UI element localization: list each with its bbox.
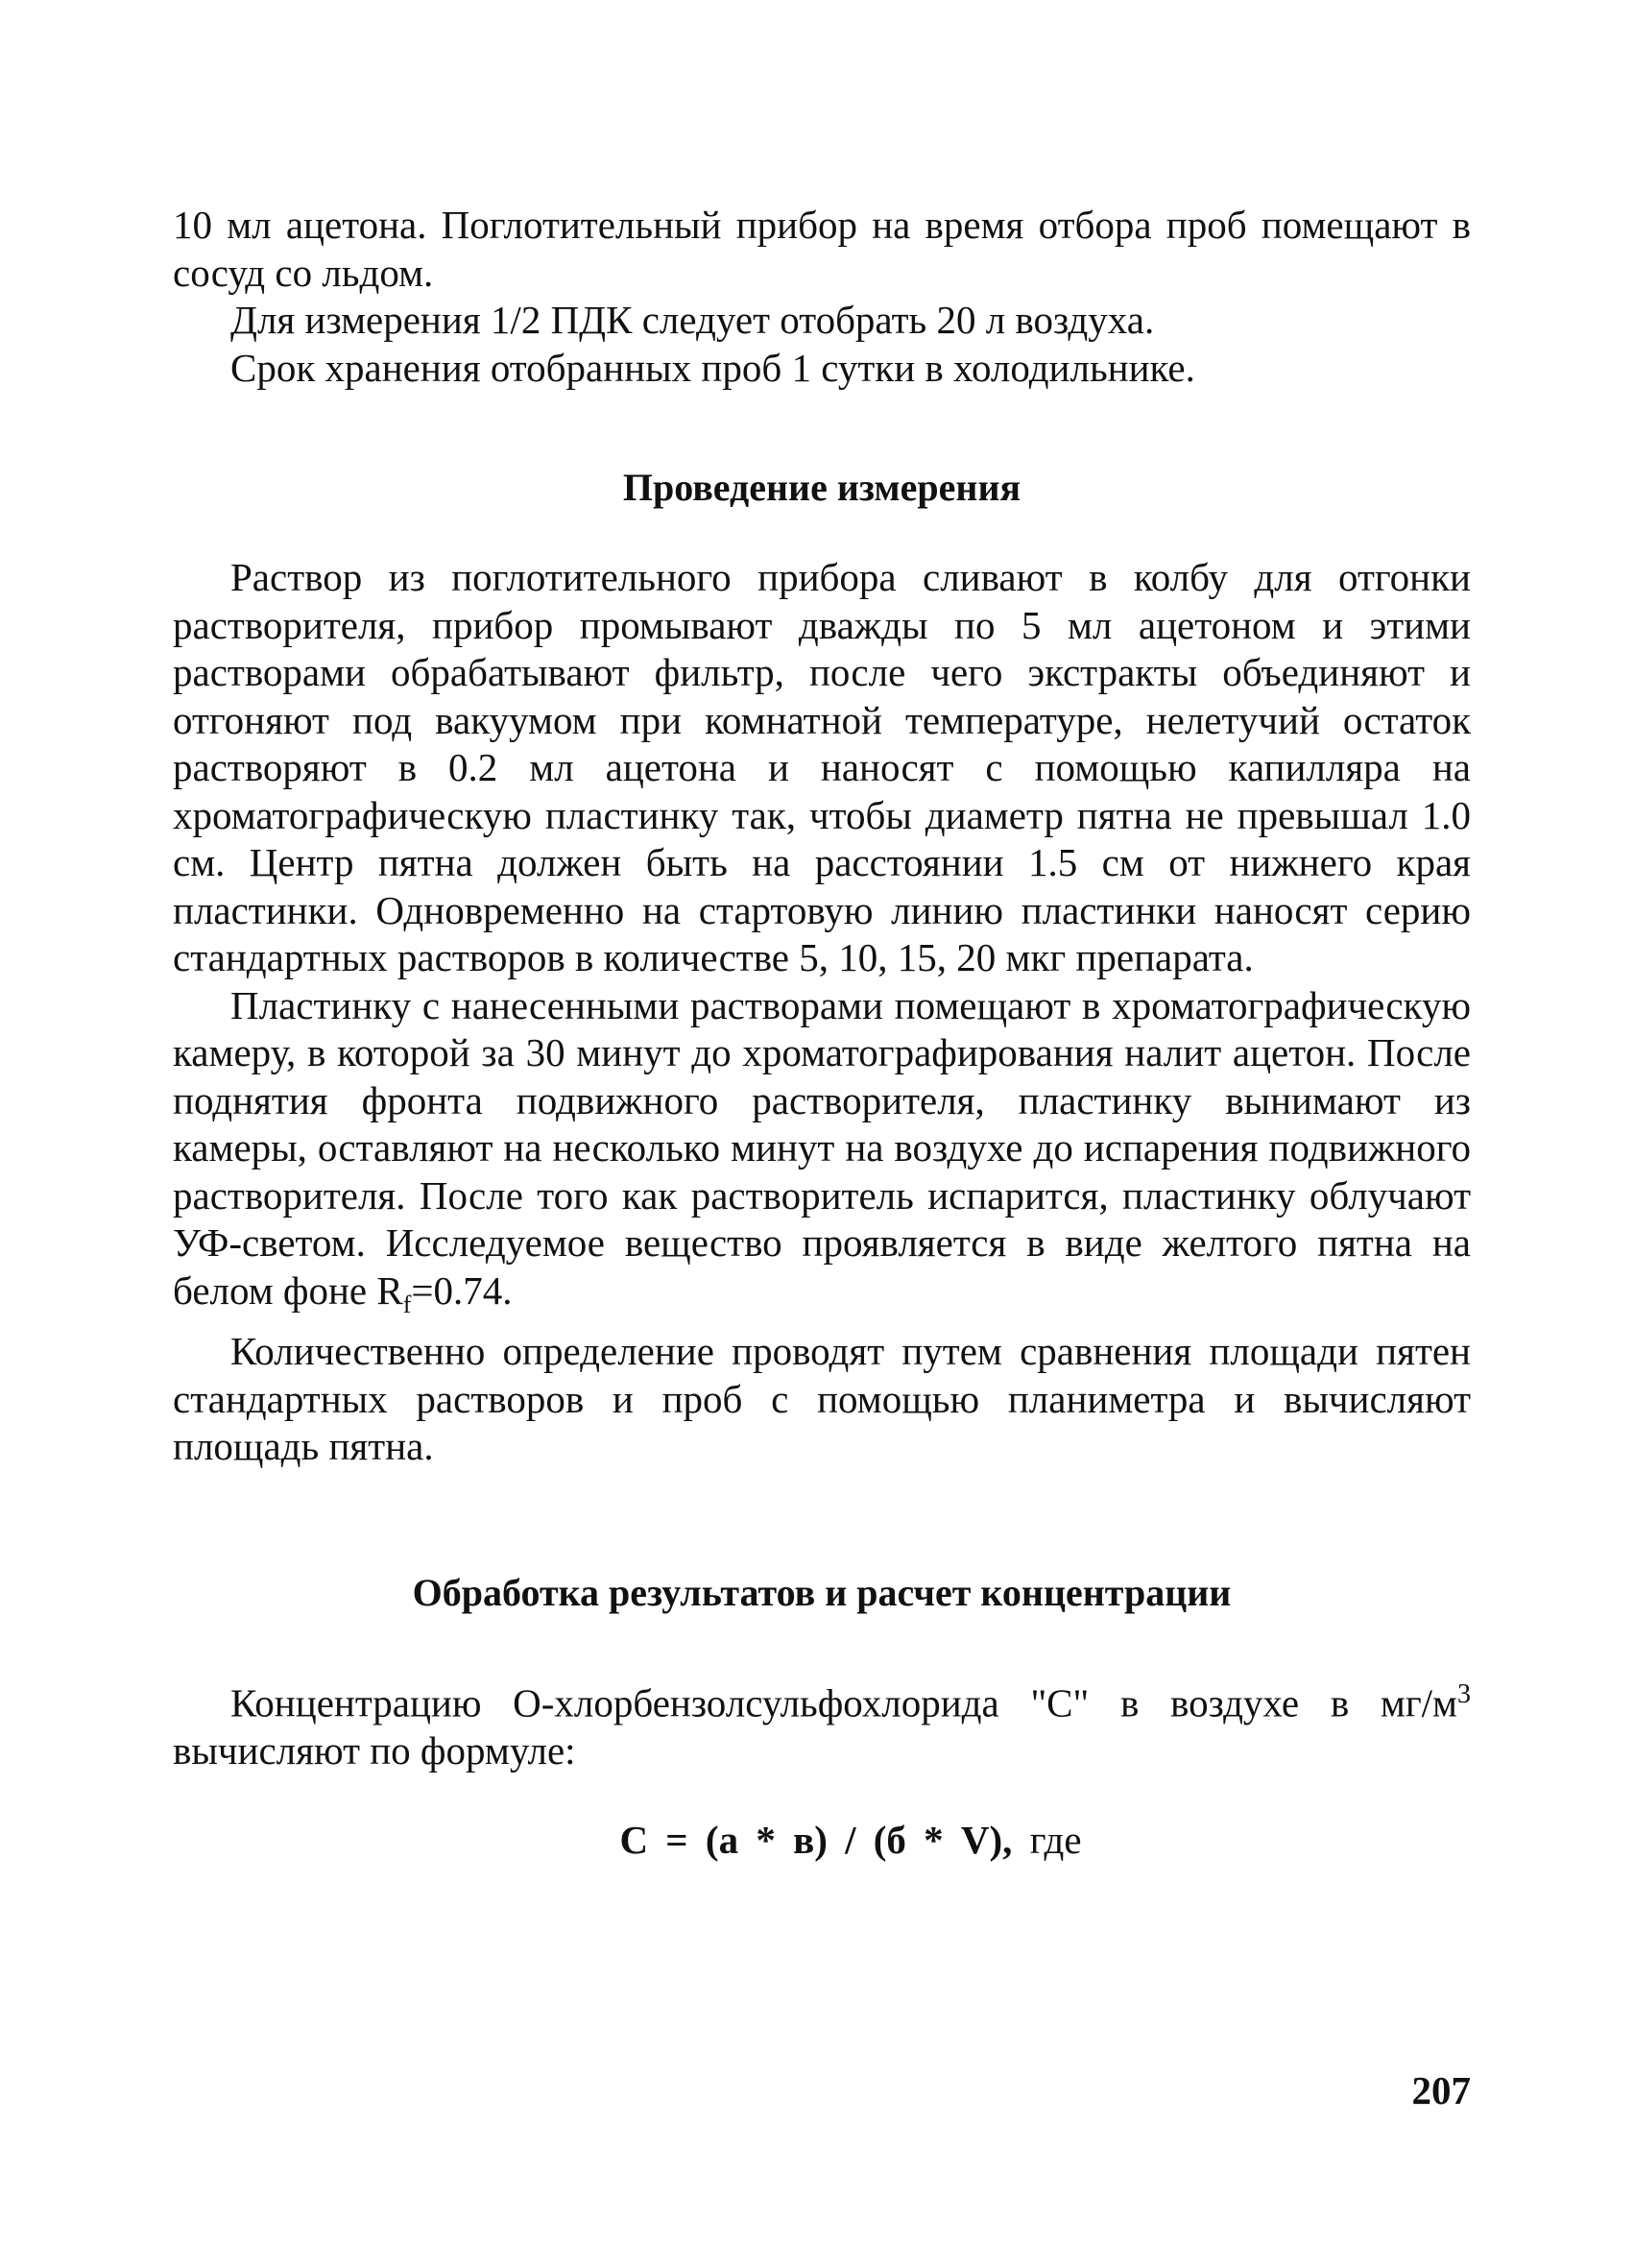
concentration-formula bbox=[173, 1817, 1471, 1863]
document-page bbox=[173, 202, 1471, 1863]
formula-suffix: где bbox=[1029, 1818, 1082, 1863]
section-heading-measurement: Проведение измерения bbox=[622, 466, 1021, 509]
rf-number: =0.74. bbox=[411, 1267, 513, 1313]
results-paragraph-end: вычисляют по формуле: bbox=[173, 1727, 576, 1773]
intro-paragraph-2: Для измерения 1/2 ПДК следует отобрать 20 л воздуха. bbox=[230, 298, 1155, 342]
formula-expression: С = (а * в) / (б * V), bbox=[619, 1818, 1013, 1863]
rf-symbol: R bbox=[376, 1267, 403, 1313]
intro-paragraph-1: 10 мл ацетона. Поглотительный прибор на время отбора проб помещают в сосуд со льдом. bbox=[173, 203, 1471, 295]
unit-superscript: 3 bbox=[1457, 1678, 1471, 1709]
measurement-paragraph-1: Раствор из поглотительного прибора сливают в колбу для отгонки растворителя, прибор промывают дважды по 5 мл ацетоном и этими растворами обрабатывают фильтр, после чего экстракты объединяют и отгоняют под вакуумом при комнатной температуре, нелетучий остаток растворяют в 0.2 мл ацетона и наносят с помощью капилляра на хроматографическую пластинку так, чтобы диаметр пятна не превышал 1.0 см. Центр пятна должен быть на расстоянии 1.5 см от нижнего края пластинки. Одновременно на стартовую линию пластинки наносят серию стандартных растворов в количестве 5, 10, 15, 20 мкг препарата. bbox=[173, 555, 1471, 979]
rf-subscript: f bbox=[402, 1290, 412, 1318]
results-paragraph bbox=[173, 1671, 1471, 1775]
measurement-paragraph-2-text: Пластинку с нанесенными растворами помещают в хроматографическую камеру, в которой за 30 минут до хроматографирования налит ацетон. После поднятия фронта подвижного растворителя, пластинку вынимают из камеры, оставляют на несколько минут на воздухе до испарения подвижного растворителя. После того как растворитель испарится, пластинку облучают УФ-светом. Исследуемое вещество проявляется в виде желтого пятна на белом фоне bbox=[173, 982, 1471, 1313]
measurement-paragraph-3: Количественно определение проводят путем сравнения площади пятен стандартных растворов и проб с помощью планиметра и вычисляют площадь пятна. bbox=[173, 1329, 1471, 1469]
intro-paragraph-3: Срок хранения отобранных проб 1 сутки в холодильнике. bbox=[230, 345, 1195, 390]
rf-value bbox=[376, 1267, 513, 1318]
page-number: 207 bbox=[1411, 2068, 1471, 2112]
measurement-paragraph-2 bbox=[173, 982, 1471, 1329]
results-paragraph-start: Концентрацию О-хлорбензолсульфохлорида "С" в воздухе в мг/м bbox=[230, 1680, 1457, 1725]
section-heading-results: Обработка результатов и расчет концентрации bbox=[412, 1570, 1232, 1614]
